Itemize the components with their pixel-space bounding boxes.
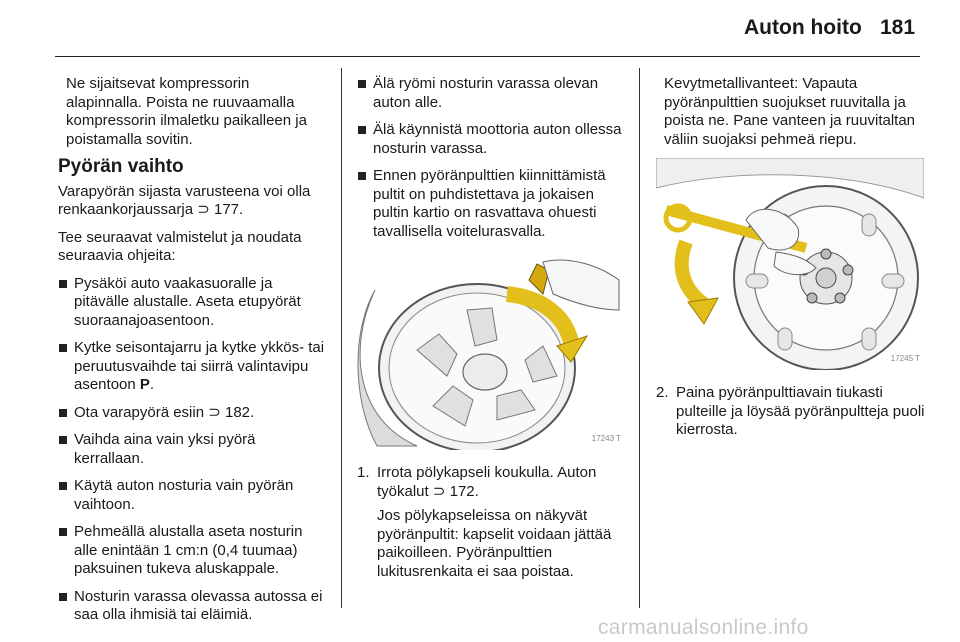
list-item <box>58 523 328 579</box>
list-item-text: Vaihda aina vain yksi pyörä kerrallaan. <box>74 431 256 467</box>
step-list <box>656 384 926 440</box>
list-item-text: Nosturin varassa olevassa autossa ei saa olla ihmisiä tai eläimiä. <box>74 587 323 623</box>
intro-paragraph: Ne sijaitsevat kompressorin alapinnalla. Poista ne ruuvaamalla kompressorin ilmaletku paikalleen ja poistamalla sovitin. <box>66 75 307 148</box>
list-item <box>357 167 632 241</box>
page-ref-icon: ⊃ <box>197 201 210 218</box>
paragraph-repair-kit <box>58 183 328 220</box>
column-2 <box>357 75 632 590</box>
list-item-text: Pehmeällä alustalla aseta nosturin alle enintään 1 cm:n (0,4 tuumaa) paksuinen tukeva aluskappale. <box>74 523 303 577</box>
step-list <box>357 464 632 581</box>
bullet-icon <box>358 126 366 134</box>
list-item-text: Ota varapyörä esiin <box>74 403 205 421</box>
step-text: Irrota pölykapseli koukulla. Auton työkalut <box>377 464 597 500</box>
bullet-icon <box>59 593 67 601</box>
bullet-icon <box>59 436 67 444</box>
bullet-icon <box>59 344 67 352</box>
list-item-text: Älä ryömi nosturin varassa olevan auton alle. <box>373 75 599 111</box>
preparation-list <box>58 275 328 625</box>
list-item <box>58 588 328 625</box>
step-note: Jos pölykapseleissa on näkyvät pyöränpultit: kapselit voidaan jättää paikoilleen. Pyöränpulttien lukitusrenkaita ei saa poistaa. <box>377 507 612 580</box>
wheel-wrench-illustration <box>656 158 924 370</box>
figure-id: 17245 T <box>890 353 920 363</box>
list-item <box>357 121 632 158</box>
bullet-icon <box>59 528 67 536</box>
page-number: 181 <box>880 16 916 39</box>
list-item <box>357 75 632 112</box>
page-ref-icon: ⊃ <box>432 482 446 500</box>
step-number: 1. <box>357 464 370 481</box>
list-item <box>58 275 328 331</box>
page-ref: 172. <box>449 482 479 500</box>
bullet-icon <box>59 482 67 490</box>
paragraph-text: Varapyörän sijasta varusteena voi olla renkaankorjaussarja <box>58 182 311 218</box>
running-header-title: Auton hoito <box>744 16 862 39</box>
column-divider <box>639 68 640 608</box>
page-ref: 177. <box>214 201 244 218</box>
bullet-icon <box>358 80 366 88</box>
list-item <box>58 477 328 514</box>
column-1 <box>58 75 328 634</box>
bullet-icon <box>59 409 67 417</box>
list-item-text: Käytä auton nosturia vain pyörän vaihtoon. <box>74 477 294 513</box>
page-ref-icon: ⊃ <box>208 403 221 421</box>
page-ref: 182. <box>225 403 255 421</box>
alloy-wheel-paragraph: Kevytmetallivanteet: Vapauta pyöränpulttien suojukset ruuvitalla ja poista ne. Pane vanteen ja ruuvitaltan väliin suojaksi pehmeä riepu. <box>664 75 916 148</box>
list-item-text: Älä käynnistä moottoria auton ollessa nosturin varassa. <box>373 121 622 157</box>
step-item <box>656 384 926 440</box>
column-divider <box>341 68 342 608</box>
header-rule <box>55 56 920 57</box>
warning-list <box>357 75 632 241</box>
paragraph-preparations: Tee seuraavat valmistelut ja noudata seuraavia ohjeita: <box>58 228 302 264</box>
punctuation: . <box>149 376 155 393</box>
list-item-text: Pysäköi auto vaakasuoralle ja pitävälle alustalle. Aseta etupyörät suoraanajoasentoon. <box>74 274 301 329</box>
step-item <box>357 464 632 581</box>
wheel-wrench-drawing <box>656 158 924 370</box>
list-item-text: Kytke seisontajarru ja kytke ykkös- tai peruutusvaihde tai siirrä valintavipu asentoon <box>74 339 325 393</box>
figure-id: 17243 T <box>591 433 621 443</box>
step-text: Paina pyöränpulttiavain tiukasti pulteille ja löysää pyöränpultteja puoli kierrosta. <box>676 384 925 438</box>
step-number: 2. <box>656 384 669 401</box>
bullet-icon <box>358 172 366 180</box>
column-3 <box>656 75 926 449</box>
section-heading: Pyörän vaihto <box>58 156 184 177</box>
wheel-hubcap-drawing <box>357 250 625 450</box>
bullet-icon <box>59 280 67 288</box>
list-item <box>58 431 328 468</box>
hubcap-removal-illustration <box>357 250 625 450</box>
watermark: carmanualsonline.info <box>598 616 809 639</box>
list-item <box>58 404 328 423</box>
list-item <box>58 339 328 395</box>
gear-position: P <box>139 376 150 393</box>
list-item-text: Ennen pyöränpulttien kiinnittämistä pultit on puhdistettava ja jokaisen pultin kartio on rasvattava ohuesti tavallisella voitelurasvalla. <box>373 167 606 240</box>
